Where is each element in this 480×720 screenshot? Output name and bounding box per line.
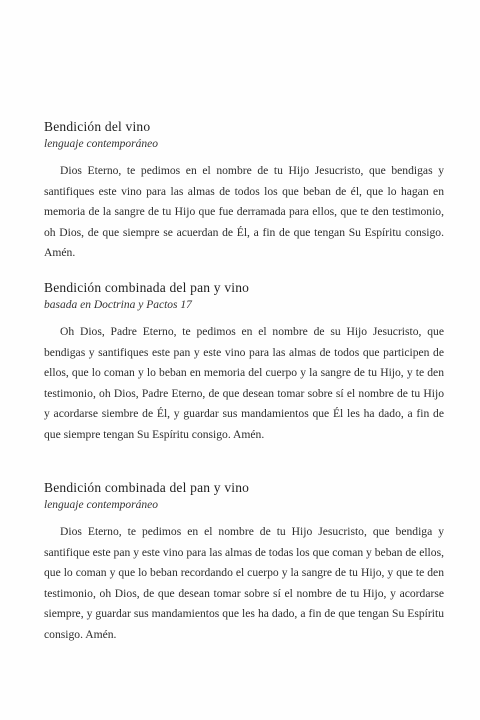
section-combined-blessing-dc17 [44, 279, 444, 445]
section-subtitle: lenguaje contemporáneo [44, 499, 159, 511]
section-title: Bendición del vino [44, 119, 151, 134]
section-body: Dios Eterno, te pedimos en el nombre de tu Hijo Jesucristo, que bendigas y santifiques este vino para las almas de todos los que beban de él, que lo hagan en memoria de la sangre de tu Hijo que fue derramada para ellos, que te den testimonio, oh Dios, de que siempre se acuerdan de Él, a fin de que tengan Su Espíritu consigo. Amén. [44, 164, 444, 259]
section-combined-blessing-contemporary [44, 479, 444, 645]
section-body: Oh Dios, Padre Eterno, te pedimos en el nombre de su Hijo Jesucristo, que bendigas y santifiques este pan y este vino para las almas de todos que participen de ellos, que lo coman y lo beban en memoria del cuerpo y la sangre de tu Hijo, y te den testimonio, oh Dios, Padre Eterno, de que desean tomar sobre sí el nombre de tu Hijo y acordarse siembre de Él, y guardar sus mandamientos que Él les ha dado, a fin de que siempre tengan Su Espíritu consigo. Amén. [44, 325, 444, 441]
section-title: Bendición combinada del pan y vino [44, 480, 250, 495]
section-body: Dios Eterno, te pedimos en el nombre de tu Hijo Jesucristo, que bendiga y santifique este pan y este vino para las almas de todas los que coman y beban de ellos, que lo coman y que lo beban recordando el cuerpo y la sangre de tu Hijo, y que te den testimonio, oh Dios, de que desean tomar sobre sí el nombre de tu Hijo, y acordarse siempre, y guardar sus mandamientos que les ha dado, a fin de que tengan Su Espíritu consigo. Amén. [44, 525, 444, 641]
section-subtitle: basada en Doctrina y Pactos 17 [44, 299, 192, 311]
section-title: Bendición combinada del pan y vino [44, 280, 250, 295]
section-wine-blessing [44, 118, 444, 264]
section-subtitle: lenguaje contemporáneo [44, 138, 159, 150]
